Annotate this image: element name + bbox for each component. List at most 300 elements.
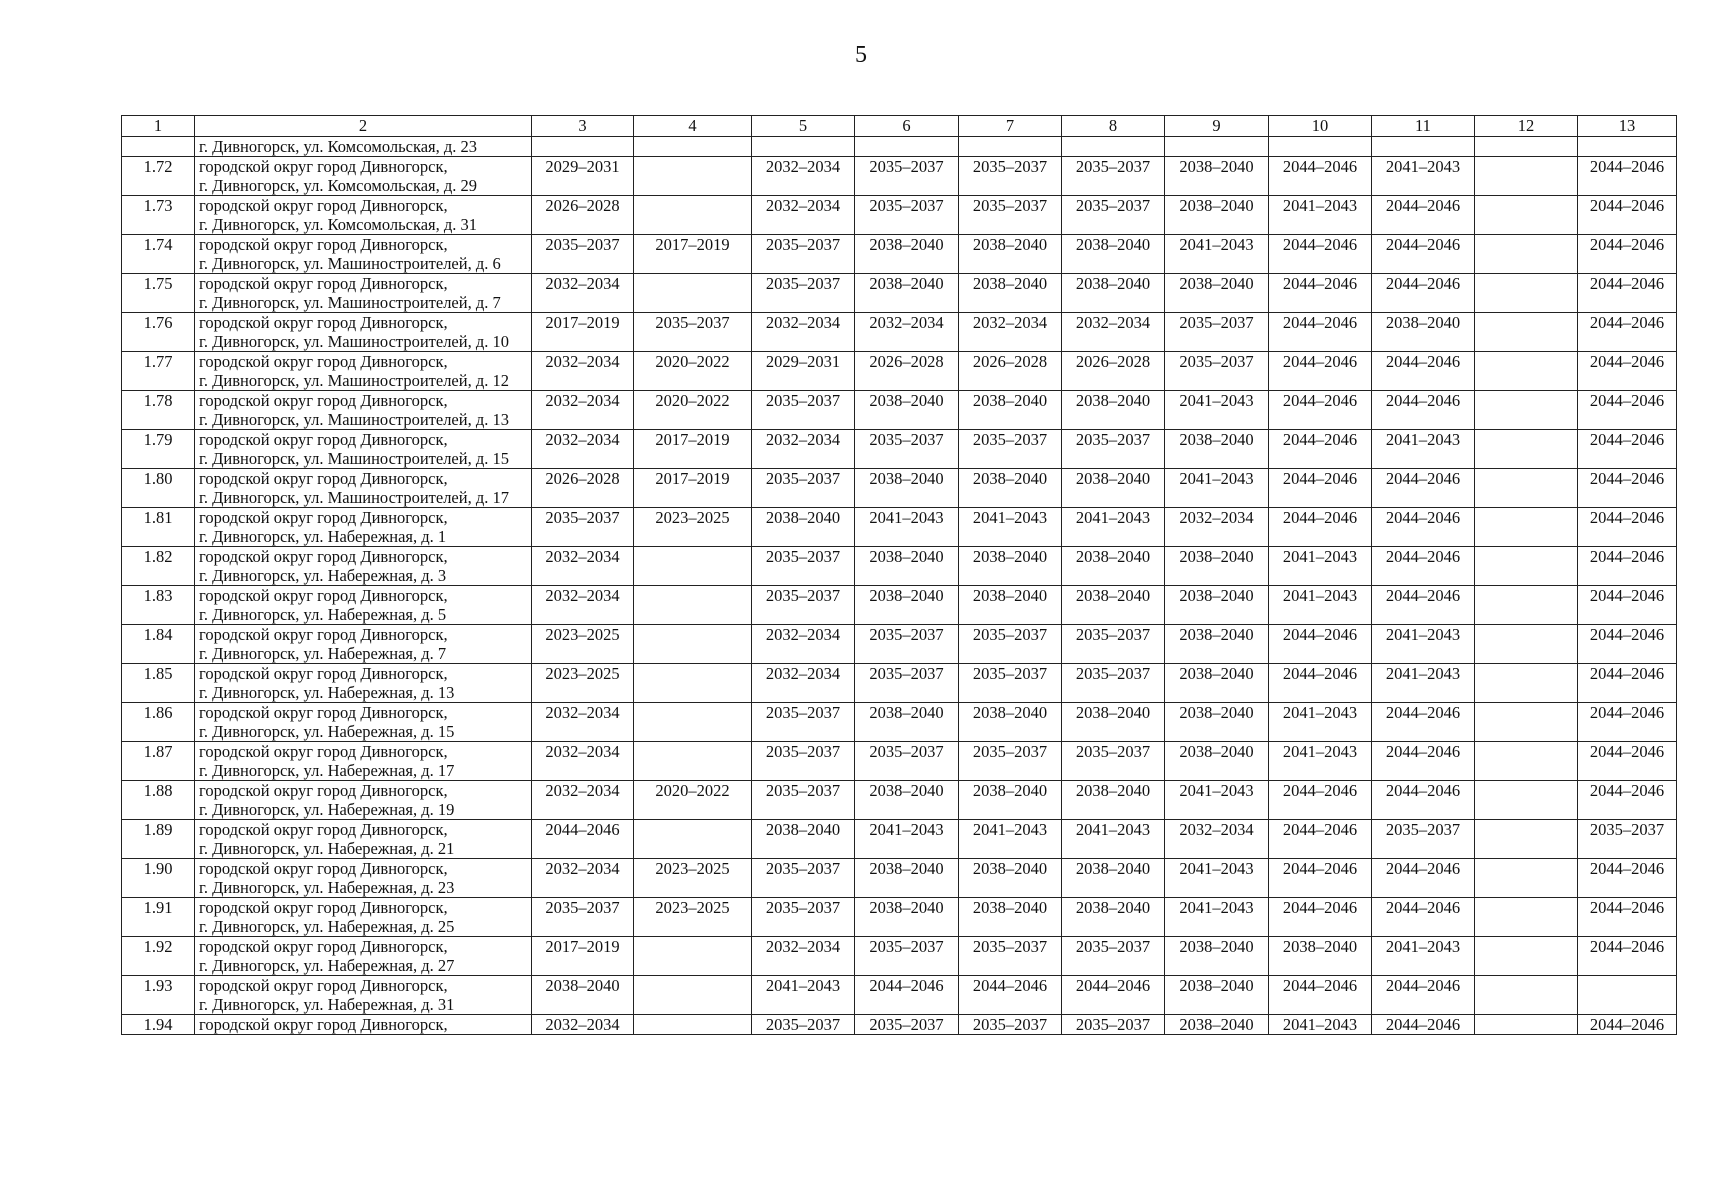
address-line-district: городской округ город Дивногорск, (199, 508, 448, 527)
table-row (122, 235, 1677, 274)
period-cell: 2035–2037 (752, 898, 855, 937)
period-cell: 2035–2037 (752, 703, 855, 742)
period-cell: 2032–2034 (532, 274, 634, 313)
address-line-street: г. Дивногорск, ул. Набережная, д. 3 (199, 566, 447, 585)
address-line-street: г. Дивногорск, ул. Набережная, д. 15 (199, 722, 455, 741)
period-cell: 2044–2046 (1578, 274, 1677, 313)
period-cell: 2035–2037 (1062, 625, 1165, 664)
period-cell: 2035–2037 (532, 235, 634, 274)
period-cell (1475, 625, 1578, 664)
table-row (122, 137, 1677, 157)
table-row (122, 1015, 1677, 1035)
period-cell: 2044–2046 (1372, 235, 1475, 274)
period-cell: 2035–2037 (1062, 742, 1165, 781)
address-cell (195, 137, 532, 157)
table-row (122, 352, 1677, 391)
period-cell: 2044–2046 (1372, 469, 1475, 508)
period-cell: 2032–2034 (752, 664, 855, 703)
period-cell: 2029–2031 (752, 352, 855, 391)
period-cell: 2032–2034 (532, 1015, 634, 1035)
period-cell: 2038–2040 (855, 469, 959, 508)
period-cell: 2041–2043 (1372, 430, 1475, 469)
period-cell: 2035–2037 (1372, 820, 1475, 859)
period-cell: 2038–2040 (1062, 703, 1165, 742)
period-cell: 2017–2019 (634, 235, 752, 274)
period-cell (634, 137, 752, 157)
period-cell: 2044–2046 (1578, 937, 1677, 976)
period-cell: 2044–2046 (1269, 508, 1372, 547)
table-row (122, 586, 1677, 625)
period-cell (1475, 586, 1578, 625)
period-cell: 2032–2034 (855, 313, 959, 352)
period-cell: 2044–2046 (1578, 508, 1677, 547)
address-line-district: городской округ город Дивногорск, (199, 430, 448, 449)
address-line-district: городской округ город Дивногорск, (199, 976, 448, 995)
period-cell: 2035–2037 (752, 742, 855, 781)
period-cell: 2035–2037 (752, 469, 855, 508)
period-cell: 2038–2040 (855, 586, 959, 625)
period-cell: 2044–2046 (1269, 976, 1372, 1015)
period-cell: 2035–2037 (855, 664, 959, 703)
period-cell (1475, 352, 1578, 391)
period-cell: 2041–2043 (1269, 1015, 1372, 1035)
period-cell: 2044–2046 (1269, 391, 1372, 430)
period-cell: 2041–2043 (1062, 820, 1165, 859)
address-cell (195, 508, 532, 547)
period-cell: 2038–2040 (959, 781, 1062, 820)
period-cell: 2044–2046 (1269, 859, 1372, 898)
period-cell: 2029–2031 (532, 157, 634, 196)
period-cell: 2038–2040 (959, 898, 1062, 937)
period-cell: 2044–2046 (1578, 625, 1677, 664)
period-cell: 2041–2043 (1269, 586, 1372, 625)
address-line-street: г. Дивногорск, ул. Набережная, д. 1 (199, 527, 447, 546)
period-cell (1475, 313, 1578, 352)
table-row (122, 274, 1677, 313)
period-cell: 2035–2037 (959, 742, 1062, 781)
period-cell: 2044–2046 (1372, 547, 1475, 586)
period-cell: 2032–2034 (532, 586, 634, 625)
period-cell (1578, 137, 1677, 157)
period-cell: 2035–2037 (752, 274, 855, 313)
period-cell: 2044–2046 (1372, 274, 1475, 313)
schedule-table (121, 115, 1677, 1035)
period-cell: 2026–2028 (532, 196, 634, 235)
period-cell: 2041–2043 (1165, 898, 1269, 937)
period-cell: 2035–2037 (959, 1015, 1062, 1035)
address-cell (195, 742, 532, 781)
period-cell: 2041–2043 (959, 820, 1062, 859)
address-line-district: городской округ город Дивногорск, (199, 625, 448, 644)
period-cell: 2038–2040 (1165, 586, 1269, 625)
period-cell: 2038–2040 (1165, 742, 1269, 781)
period-cell: 2041–2043 (1372, 937, 1475, 976)
address-line-street: г. Дивногорск, ул. Машиностроителей, д. 17 (199, 488, 509, 507)
period-cell: 2035–2037 (752, 781, 855, 820)
address-line-district: городской округ город Дивногорск, (199, 235, 448, 254)
period-cell: 2041–2043 (1165, 391, 1269, 430)
period-cell: 2038–2040 (855, 391, 959, 430)
table-row (122, 976, 1677, 1015)
column-number: 1 (122, 116, 195, 137)
period-cell (1475, 137, 1578, 157)
address-line-district: городской округ город Дивногорск, (199, 274, 448, 293)
period-cell: 2044–2046 (1269, 781, 1372, 820)
address-cell (195, 391, 532, 430)
table-row (122, 859, 1677, 898)
period-cell: 2038–2040 (1062, 859, 1165, 898)
address-cell (195, 976, 532, 1015)
period-cell: 2023–2025 (532, 625, 634, 664)
period-cell: 2035–2037 (1062, 937, 1165, 976)
period-cell (1475, 508, 1578, 547)
period-cell: 2038–2040 (1165, 664, 1269, 703)
column-number: 6 (855, 116, 959, 137)
period-cell: 2038–2040 (1062, 469, 1165, 508)
period-cell: 2044–2046 (1372, 781, 1475, 820)
address-line-street: г. Дивногорск, ул. Комсомольская, д. 29 (199, 176, 478, 195)
period-cell: 2041–2043 (855, 508, 959, 547)
period-cell: 2035–2037 (1578, 820, 1677, 859)
period-cell: 2038–2040 (959, 235, 1062, 274)
period-cell (532, 137, 634, 157)
address-cell (195, 664, 532, 703)
period-cell: 2032–2034 (532, 859, 634, 898)
row-number-cell: 1.79 (122, 430, 195, 469)
table-row (122, 196, 1677, 235)
period-cell: 2035–2037 (752, 391, 855, 430)
period-cell: 2038–2040 (959, 703, 1062, 742)
row-number-cell: 1.73 (122, 196, 195, 235)
period-cell: 2032–2034 (1165, 508, 1269, 547)
address-cell (195, 274, 532, 313)
period-cell: 2038–2040 (959, 586, 1062, 625)
period-cell (1062, 137, 1165, 157)
period-cell (1475, 781, 1578, 820)
period-cell: 2038–2040 (1062, 898, 1165, 937)
period-cell: 2044–2046 (1578, 196, 1677, 235)
period-cell (1475, 469, 1578, 508)
period-cell: 2044–2046 (1578, 898, 1677, 937)
table-row (122, 664, 1677, 703)
period-cell: 2044–2046 (1269, 157, 1372, 196)
period-cell: 2032–2034 (752, 313, 855, 352)
address-line-street: г. Дивногорск, ул. Набережная, д. 17 (199, 761, 455, 780)
address-line-district: городской округ город Дивногорск, (199, 859, 448, 878)
period-cell: 2035–2037 (959, 664, 1062, 703)
period-cell (1475, 664, 1578, 703)
period-cell: 2044–2046 (532, 820, 634, 859)
period-cell: 2032–2034 (752, 196, 855, 235)
address-line-district: городской округ город Дивногорск, (199, 352, 448, 371)
period-cell: 2044–2046 (1062, 976, 1165, 1015)
period-cell: 2023–2025 (532, 664, 634, 703)
period-cell (1475, 898, 1578, 937)
row-number-cell: 1.78 (122, 391, 195, 430)
period-cell: 2041–2043 (959, 508, 1062, 547)
period-cell (634, 157, 752, 196)
address-line-district: городской округ город Дивногорск, (199, 742, 448, 761)
period-cell: 2032–2034 (1165, 820, 1269, 859)
period-cell: 2044–2046 (1372, 703, 1475, 742)
period-cell: 2044–2046 (1578, 859, 1677, 898)
period-cell: 2032–2034 (959, 313, 1062, 352)
period-cell: 2041–2043 (752, 976, 855, 1015)
period-cell: 2026–2028 (532, 469, 634, 508)
period-cell: 2041–2043 (1269, 547, 1372, 586)
period-cell: 2032–2034 (752, 430, 855, 469)
period-cell: 2044–2046 (1578, 430, 1677, 469)
period-cell: 2044–2046 (1372, 898, 1475, 937)
address-cell (195, 157, 532, 196)
table-row (122, 937, 1677, 976)
period-cell: 2023–2025 (634, 898, 752, 937)
period-cell: 2035–2037 (855, 625, 959, 664)
table-row (122, 508, 1677, 547)
period-cell (1475, 430, 1578, 469)
address-cell (195, 547, 532, 586)
period-cell: 2038–2040 (1062, 235, 1165, 274)
period-cell (1475, 937, 1578, 976)
period-cell: 2044–2046 (1372, 1015, 1475, 1035)
period-cell: 2035–2037 (752, 235, 855, 274)
address-line-district: городской округ город Дивногорск, (199, 898, 448, 917)
table-row (122, 742, 1677, 781)
period-cell (1578, 976, 1677, 1015)
period-cell: 2038–2040 (532, 976, 634, 1015)
row-number-cell: 1.72 (122, 157, 195, 196)
period-cell: 2038–2040 (1062, 586, 1165, 625)
period-cell: 2044–2046 (1372, 391, 1475, 430)
period-cell: 2038–2040 (855, 235, 959, 274)
period-cell (1475, 742, 1578, 781)
period-cell: 2041–2043 (1165, 235, 1269, 274)
period-cell: 2038–2040 (1165, 274, 1269, 313)
period-cell: 2044–2046 (959, 976, 1062, 1015)
period-cell: 2038–2040 (1165, 937, 1269, 976)
table-row (122, 469, 1677, 508)
period-cell: 2044–2046 (1269, 235, 1372, 274)
period-cell: 2035–2037 (752, 586, 855, 625)
period-cell: 2026–2028 (1062, 352, 1165, 391)
address-cell (195, 859, 532, 898)
period-cell: 2044–2046 (1372, 586, 1475, 625)
address-cell (195, 352, 532, 391)
period-cell (634, 196, 752, 235)
period-cell (634, 625, 752, 664)
period-cell: 2032–2034 (532, 781, 634, 820)
period-cell (1269, 137, 1372, 157)
period-cell: 2032–2034 (532, 547, 634, 586)
period-cell: 2038–2040 (959, 469, 1062, 508)
period-cell (752, 137, 855, 157)
period-cell: 2038–2040 (959, 859, 1062, 898)
period-cell: 2035–2037 (855, 157, 959, 196)
period-cell: 2032–2034 (752, 625, 855, 664)
period-cell: 2038–2040 (1062, 391, 1165, 430)
period-cell: 2035–2037 (1062, 157, 1165, 196)
row-number-cell: 1.91 (122, 898, 195, 937)
period-cell: 2032–2034 (752, 157, 855, 196)
address-line-street: г. Дивногорск, ул. Набережная, д. 31 (199, 995, 455, 1014)
row-number-cell: 1.82 (122, 547, 195, 586)
address-cell (195, 703, 532, 742)
period-cell: 2041–2043 (1372, 664, 1475, 703)
period-cell (1475, 976, 1578, 1015)
address-cell (195, 625, 532, 664)
period-cell: 2038–2040 (1165, 196, 1269, 235)
address-line-street: г. Дивногорск, ул. Набережная, д. 21 (199, 839, 455, 858)
address-line-district: городской округ город Дивногорск, (199, 547, 448, 566)
period-cell: 2041–2043 (1269, 742, 1372, 781)
period-cell (634, 547, 752, 586)
period-cell: 2035–2037 (752, 1015, 855, 1035)
period-cell: 2035–2037 (959, 937, 1062, 976)
period-cell: 2032–2034 (532, 352, 634, 391)
period-cell: 2044–2046 (1372, 352, 1475, 391)
period-cell: 2044–2046 (1269, 820, 1372, 859)
period-cell: 2041–2043 (855, 820, 959, 859)
address-line-street: г. Дивногорск, ул. Набережная, д. 27 (199, 956, 455, 975)
column-number: 3 (532, 116, 634, 137)
column-number: 8 (1062, 116, 1165, 137)
period-cell: 2035–2037 (532, 508, 634, 547)
period-cell: 2044–2046 (1578, 781, 1677, 820)
address-line-street: г. Дивногорск, ул. Набережная, д. 25 (199, 917, 455, 936)
period-cell: 2044–2046 (1372, 508, 1475, 547)
row-number-cell: 1.94 (122, 1015, 195, 1035)
table-row (122, 313, 1677, 352)
address-cell (195, 313, 532, 352)
address-cell (195, 430, 532, 469)
period-cell: 2035–2037 (855, 1015, 959, 1035)
column-number: 2 (195, 116, 532, 137)
table-row (122, 703, 1677, 742)
address-line-street: г. Дивногорск, ул. Машиностроителей, д. 12 (199, 371, 509, 390)
period-cell: 2044–2046 (1578, 313, 1677, 352)
period-cell: 2044–2046 (1578, 157, 1677, 196)
period-cell: 2023–2025 (634, 859, 752, 898)
period-cell: 2020–2022 (634, 391, 752, 430)
period-cell: 2035–2037 (855, 196, 959, 235)
period-cell: 2044–2046 (1578, 391, 1677, 430)
row-number-cell: 1.89 (122, 820, 195, 859)
address-cell (195, 781, 532, 820)
period-cell: 2035–2037 (1062, 664, 1165, 703)
period-cell: 2044–2046 (1269, 313, 1372, 352)
period-cell: 2017–2019 (634, 469, 752, 508)
address-line-district: городской округ город Дивногорск, (199, 586, 448, 605)
period-cell: 2038–2040 (1165, 1015, 1269, 1035)
address-line-district: городской округ город Дивногорск, (199, 664, 448, 683)
period-cell: 2032–2034 (532, 391, 634, 430)
address-cell (195, 586, 532, 625)
column-number: 10 (1269, 116, 1372, 137)
address-line-street: г. Дивногорск, ул. Набережная, д. 23 (199, 878, 455, 897)
column-number: 9 (1165, 116, 1269, 137)
address-line-street: г. Дивногорск, ул. Набережная, д. 7 (199, 644, 447, 663)
address-line-district: городской округ город Дивногорск, (199, 820, 448, 839)
period-cell: 2032–2034 (532, 703, 634, 742)
period-cell: 2041–2043 (1269, 196, 1372, 235)
period-cell: 2044–2046 (1578, 664, 1677, 703)
address-line-street: г. Дивногорск, ул. Комсомольская, д. 31 (199, 215, 478, 234)
period-cell: 2044–2046 (1269, 352, 1372, 391)
address-line-street: г. Дивногорск, ул. Набережная, д. 13 (199, 683, 455, 702)
period-cell (634, 664, 752, 703)
address-line-district: г. Дивногорск, ул. Комсомольская, д. 23 (199, 137, 478, 156)
period-cell: 2044–2046 (1269, 430, 1372, 469)
period-cell: 2035–2037 (1062, 196, 1165, 235)
period-cell: 2035–2037 (959, 625, 1062, 664)
period-cell: 2017–2019 (532, 313, 634, 352)
period-cell: 2023–2025 (634, 508, 752, 547)
period-cell: 2032–2034 (752, 937, 855, 976)
period-cell: 2038–2040 (855, 898, 959, 937)
row-number-cell: 1.88 (122, 781, 195, 820)
column-number: 13 (1578, 116, 1677, 137)
column-number: 4 (634, 116, 752, 137)
period-cell: 2032–2034 (532, 430, 634, 469)
address-line-district: городской округ город Дивногорск, (199, 157, 448, 176)
period-cell (1475, 703, 1578, 742)
table-row (122, 625, 1677, 664)
period-cell: 2035–2037 (959, 196, 1062, 235)
period-cell (1475, 391, 1578, 430)
address-line-street: г. Дивногорск, ул. Машиностроителей, д. 15 (199, 449, 509, 468)
period-cell: 2032–2034 (1062, 313, 1165, 352)
table-row (122, 820, 1677, 859)
period-cell: 2035–2037 (1165, 313, 1269, 352)
period-cell (1475, 1015, 1578, 1035)
column-number: 5 (752, 116, 855, 137)
row-number-cell: 1.81 (122, 508, 195, 547)
period-cell: 2038–2040 (959, 274, 1062, 313)
row-number-cell: 1.90 (122, 859, 195, 898)
row-number-cell: 1.83 (122, 586, 195, 625)
table-row (122, 157, 1677, 196)
table-body (122, 137, 1677, 1035)
address-line-district: городской округ город Дивногорск, (199, 313, 448, 332)
period-cell: 2038–2040 (1165, 976, 1269, 1015)
period-cell: 2038–2040 (752, 820, 855, 859)
period-cell (1165, 137, 1269, 157)
period-cell: 2020–2022 (634, 352, 752, 391)
row-number-cell: 1.87 (122, 742, 195, 781)
period-cell: 2044–2046 (855, 976, 959, 1015)
page-number: 5 (855, 42, 867, 68)
period-cell (634, 976, 752, 1015)
address-cell (195, 1015, 532, 1035)
period-cell: 2035–2037 (752, 859, 855, 898)
period-cell (634, 703, 752, 742)
address-cell (195, 235, 532, 274)
period-cell: 2020–2022 (634, 781, 752, 820)
period-cell: 2044–2046 (1578, 742, 1677, 781)
period-cell: 2038–2040 (1165, 547, 1269, 586)
period-cell: 2044–2046 (1578, 586, 1677, 625)
address-cell (195, 196, 532, 235)
period-cell: 2044–2046 (1578, 703, 1677, 742)
period-cell: 2035–2037 (1062, 1015, 1165, 1035)
period-cell: 2035–2037 (634, 313, 752, 352)
period-cell: 2044–2046 (1578, 1015, 1677, 1035)
period-cell: 2044–2046 (1578, 469, 1677, 508)
period-cell: 2044–2046 (1269, 469, 1372, 508)
period-cell: 2038–2040 (1062, 781, 1165, 820)
row-number-cell (122, 137, 195, 157)
period-cell: 2038–2040 (855, 859, 959, 898)
